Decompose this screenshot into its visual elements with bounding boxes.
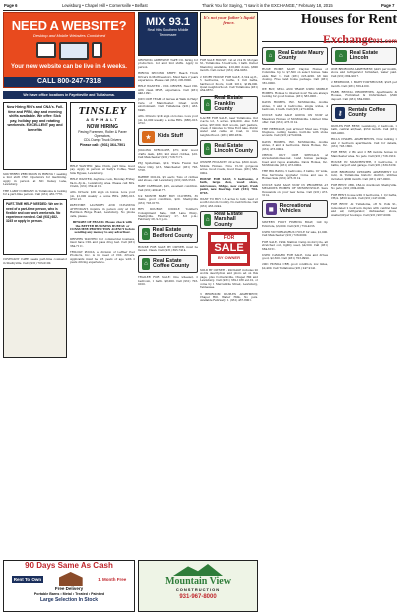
fraud-notice: BEWARE OF FRAUD. Please check with the BETTER BUSINESS BUREAU or CONSUMER PROTECTION AGENCY before sending any money to any advertiser. [70, 221, 135, 235]
tinsley-line: Please call: (931) 364-7501 [79, 142, 126, 147]
classified: 2 BEDROOM, 1 BATH TOWNHOUSE, $525 per month. Call (931) 359-4100. [331, 81, 397, 88]
mountain-view-banner [138, 560, 258, 612]
for-sale-top: FOR [223, 235, 235, 242]
left-page-number: Page 6 [4, 3, 18, 8]
classified: USED CAMARO FOR SALE, runs and drives good, $2,500. Call (931) 703-9990. [262, 253, 328, 261]
house-icon: ⌂ [204, 143, 211, 155]
classified: SOLD BY OWNER - PACKAGE includes 20 words description and photo ad on this page, plus Cornersville, Chapel Hill and Lewisburg. Call (931) 359-1188 ext.10, or come by 1 Mercantile Street, Lewisburg, Tennessee. [200, 269, 258, 290]
category-header-coffee [138, 255, 198, 273]
fill-ad [3, 268, 67, 358]
barn-line2: Portable Barns • Metal • Treated • Painted [33, 592, 105, 596]
classified: DUPLEX FOR RENT, Lewisburg, 2 bedroom, 1 bath, central air/heat, $550 month. Call (931) 993-4000. [331, 125, 397, 135]
category-label: Real Estate Franklin County [214, 95, 243, 113]
right-page-number: Page 7 [381, 3, 395, 8]
category-label: Recreational Vehicles [279, 202, 312, 215]
classified: UNCLE SAM SALE NOW IN PROGRESS AT MEADOWS HOMES OF MCMINNVILLE. Save thousands on your new home. Call (931) 473-3114. [262, 183, 328, 197]
left-publication-line: Lewisburg • Chapel Hill • Cornersville • Belfast [62, 3, 148, 8]
right-subcolumn-b [331, 45, 397, 273]
classified: FOR RENT: At Tullahoma, off N. Polk St., remodeled 2 bedroom duplex with central heat and air, refrigerator, dishwasher, stove, washer/dryer hookups. Call (931) 967-0000. [331, 203, 397, 217]
category-label: Real Estate Coffee County [153, 257, 190, 270]
mv-sub: CONSTRUCTION [175, 587, 221, 592]
kids-icon: ★ [142, 131, 155, 143]
classified: 2 STORY HOUSE FOR SALE, 3,524 sq.ft., 5 bedrooms, 3 baths, 2 full baths, hardwood floors, built 2012, $199,000. Quiet neighborhood. Call Tullahoma (931) 434-9872. [200, 75, 258, 93]
category-header-franklin [200, 96, 258, 114]
category-header-rentals-coffee [331, 104, 397, 122]
classified: HELP WANTED - CDL DRIVER, Need CDL with clean MVR, experience. Call (931) 446-1091. [138, 85, 198, 96]
classified: SIXTEEN FOOT FISHING BOAT, 140 hp Evinrude, $3,000. Call (931) 759-4233. [262, 221, 328, 228]
brand-name: Exchange [322, 32, 373, 46]
classified: COVENANT CARE seeks part-time counselor in Shelbyville. Call (931) 703-0100. [3, 258, 67, 265]
phone-icon [92, 42, 102, 58]
mix-tagline: Real Hits Southern Middle Tennessee [147, 28, 189, 37]
for-sale-sign [208, 232, 250, 266]
liquid-fence-ad [200, 12, 258, 56]
right-title: Houses for Rent [300, 12, 397, 27]
right-subcolumn-a [262, 45, 328, 273]
tinsley-ad [70, 102, 135, 162]
classified: THE BIG BANG, 5 bedrooms, 3 baths, 10' wide, free hurricane upgrade! Come and see it. Homes Sale (931) 473-3114. [262, 170, 328, 181]
classified: HOUSE FOR SALE, 3 bedrooms, 2 bath, large den, wood stove, microwave, fridge, new carpet, fresh paint, new flooring. Call (931) 704-8745. [200, 177, 258, 195]
brand-suffix: 931.com [372, 39, 397, 45]
website-ad [3, 12, 135, 88]
right-section [262, 12, 397, 273]
classified: Attn. Drivers: $1K sign on bonus. Love your job. $1,000 weekly + some RWs. (888)-913-4722. [138, 115, 198, 125]
mv-phone: 931-967-8000 [179, 594, 217, 600]
classified: FOR SALE, 1994 Stallion Camp motorcycle, all stretched out, lightly used, $4,500. Call (931) 684-6151. [262, 240, 328, 251]
classified: CHECK OUT OUR SPECIALS at www.davishomes.net. Land homes package. Used and repos available. Davis Homes, Inc. McMinnville (931) 473-0004. [262, 153, 328, 168]
right-column-pair [262, 45, 397, 273]
house-icon: ⌂ [142, 228, 150, 240]
laptop-icon [59, 42, 89, 60]
house-icon: ⌂ [204, 214, 211, 226]
house-icon: ⌂ [335, 50, 347, 62]
website-ad-subtitle: Desktop and Mobile Websites Combined [32, 33, 106, 38]
category-label: Real Estate Bedford County [152, 227, 193, 239]
classified: HILLS CHAPEL APARTMENTS, Now renting 1 and 2 bedroom apartments. Call for details, (931) 728-1800. [331, 138, 397, 149]
classified: THE HERITAGE, just arrived! Must see. Triple fireplace, ceiling beams, built-ins with stone accents. Call (931) 473-0004. [262, 127, 328, 138]
classified: OWNER FINANCE! 20 acres. $500 down. Mobile Homes. Nice 15-30 gorgeous acres. Good roads, Good trees. (931) 580-0004. [200, 161, 258, 175]
category-header-lincoln [200, 140, 258, 158]
classified: PART-TIME LAUNDRY AND CLEANING ATTENDANT, inquire in person only at 120 Hardison Ridge Road, Lewisburg. No phone calls, please. [70, 204, 135, 218]
classified: DRIVERS WANTED for commercial business, must have CDL and pass drug test. Call (931) 364-7111. [70, 237, 135, 248]
for-sale-word: SALE [211, 242, 247, 254]
left-subcolumn-b [70, 102, 135, 361]
left-column-1 [3, 12, 135, 361]
category-label: Real Estate Maury County [278, 49, 324, 61]
device-icons [4, 42, 134, 60]
category-label: Real Estate Lincoln [349, 49, 379, 61]
classified: HELP WANTED: Jake Chick, part time. Good pay. Apply in person at Sally's Coffee, West Side Bypass, Lewisburg. [70, 165, 135, 175]
classified: FOR RENT, house with 3 bedrooms, 1 1/2 baths, CH/A. $850 month. Call (931) 247-0000. [331, 193, 397, 201]
classified: ONE BEDROOM APARTMENT, $425 per month, stove and refrigerator furnished, water paid. Call (931) 684-9917. [331, 68, 397, 78]
rent-to-own: Rent To Own [13, 576, 42, 582]
barn-row [4, 572, 134, 586]
category-label: Real Estate Marshall County [214, 210, 243, 228]
classified: HOUSE IN MANCHESTER, 3 bedrooms, 2 baths, carport and garage. Call (931) 639-5239. [331, 161, 397, 168]
key-icon: ⚷ [335, 107, 345, 119]
category-label: Real Estate Lincoln County [214, 142, 254, 155]
classified: THE LAMP COMPANY in Tullahoma is looking for a part-time person. Call (931) 455-7778. [3, 189, 67, 197]
classified: SOUTHERN PRECISION IS HIRING • seeking a 2nd shift CNC Operators for machining. Apply in person at 301 Kelsey Lane, Lewisburg. [3, 173, 67, 187]
liquid-fence-headline: It's not your father's liquid fence. [203, 15, 255, 26]
category-header-bedford [138, 225, 198, 243]
classified: HIRING SECOND SHIFT: Beach Truck Drivers in Murfreesboro. Must have 2 years experience. Please call (931) 205-8000. [138, 72, 198, 83]
house-icon: ⌂ [266, 50, 275, 62]
right-date-line: Thank You for Saying, "I saw it in the EXCHANGE," February 18, 2015 [202, 3, 333, 8]
classified: JOGGING STROLLER, $75; kids' wood crafts desk, $30; kid sized clothes, $10. Call Manchester (931) 728-7171. [138, 149, 198, 160]
barn-delivery: Free Delivery [54, 586, 84, 591]
mix-logo: MIX 93.1 [145, 16, 191, 28]
category-label: Rentals Coffee County [348, 106, 386, 119]
category-label: Kids Stuff [158, 133, 184, 140]
mountain-icon [173, 564, 223, 576]
classified: HOUSE FOR SALE BY OWNER, must be moved. Clean. Call (931) 695-7414. [138, 245, 198, 253]
classified: HELP WANTED, daytime cook, Monday-Friday, 8a.m.-3p.m., Lewisburg area. Please call Mrs. Crabb, (931) 359-4112. [70, 178, 135, 189]
for-sale-by: BY OWNER [218, 255, 240, 261]
month-free: 1 Month Free [98, 576, 127, 582]
classified: WE BUY, SELL AND TRADE USED MOBILE HOMES. Homes to interest now! We are always looking for good homes. (931) 583-0001. [262, 88, 328, 98]
classified: FOR SALE HOUSE: 1st at 214 W. Morgan St., Tullahoma. 3 bedroom, 1 bath. Owner financing available, $10,000 down, $800 month. Call owner (931) 454-9932. [200, 59, 258, 73]
category-header-lincoln-rentals [331, 47, 397, 65]
left-subcolumn-a [3, 102, 67, 361]
header-rule [3, 10, 397, 11]
classified: HUGE HOME SALE! Clayton Homes of Columbia. Up to $7,500 on select homes. Sale ends Mar. 1. Call (931) 223-4200. $8 min closing. Free land home package. Call (931) 381-0000. [262, 68, 328, 85]
classified: FOR RENT: 2BD, 1BA in downtown Shelbyville. No pets. (931) 684-0000. [331, 183, 397, 191]
classified: Attn. Drivers: $1K sign on bonus. Love your job. $1,000 weekly + some RWs. (888)-913-4722 x3. [70, 191, 135, 202]
classified: 3 BEDROOM DUPLEX APARTMENT, Chapel Hill. Water Hills, No pets. Available February 1. (931) 437-8001. [200, 292, 258, 303]
tinsley-logo-sub: ASPHALT [86, 117, 119, 122]
classified: USED VICTORIAN/BUS CYCLE for sale, $1,900. Call Manchester (931) 728-0000. [262, 230, 328, 238]
classified: 6-9 MONTH BABY BOY CLOTHES, 35 items, good condition, $20. Shelbyville (931) 703-0176. [138, 194, 198, 205]
barn-banner [3, 560, 135, 612]
house-icon: ⌂ [142, 258, 150, 270]
tinsley-line: Paving Foremen, Roller & Paver Operators, [78, 130, 127, 139]
classified: BABY CARRIAGE, $25, excellent condition. Call (931) 409-4177. [138, 185, 198, 192]
left-column-2 [138, 12, 198, 290]
left-column-3 [200, 12, 258, 306]
right-masthead [262, 12, 397, 46]
classified: GROWING ADHESIVE TAPE CO. hiring for production. 1st and 2nd shifts. Apply in person. [138, 59, 198, 69]
website-ad-phone: CALL 800-247-7318 [4, 77, 134, 87]
classified: ONE BEDROOM UPSTAIRS APARTMENT for rent, in Tullahoma historic district, utilities included. $600 month. Call (931) 247-0000. [331, 170, 397, 181]
classified: 2001 HONDA CBR, good condition, low miles, $2,400. Call Tullahoma (931) 247-9141. [262, 263, 328, 270]
rv-icon: ◼ [266, 203, 277, 215]
classified: HEY DOUBLE DIDDLE Toddler's Consignment Sale, 308 Lane Pkwy., Shelbyville. February 27, 8-6 p.m.; February 28, 9-3 p.m. [138, 208, 198, 222]
house-icon: ⌂ [204, 99, 211, 111]
classified: BARBIE DOLLS, $5 each; Tons of clothes and shoes, call Lewisburg (931) 993-5516. [138, 175, 198, 182]
part-time-help-ad: PART-TIME HELP NEEDED: We are in need of a part-time person, who is flexible and can work weekends. No experience needed. Call (931) 682-3245 or apply in person. [3, 199, 67, 255]
classified: UNCLE SAM SALE GOING ON NOW at Meadows Homes of McMinnville. Limited time offer. Call (931) 473-3114. [262, 114, 328, 125]
category-header-kids-stuff [138, 128, 198, 146]
classified: TRILOGY POOLS, a division of Leffner Pool Products, Inc. is in need of CDL drivers. Applicants must be 23 years of age with 2 years driving experience. [70, 250, 135, 265]
tinsley-line: CDL Dump Truck Drivers [83, 138, 122, 143]
left-column-pair [3, 102, 135, 361]
classified: PSJ Spiderman, $12; Trade Fusion Set Show Only, $15, Manchester. (931) 728-5728. [138, 162, 198, 173]
tinsley-logo: TINSLEY [78, 105, 127, 117]
barn-line3: Large Selection In Stock [39, 597, 99, 603]
mv-name: Mountain View [165, 576, 231, 587]
mix-radio-ad [138, 12, 198, 56]
classified: DAVIS HOMES, INC. McMinnville, double wides, 3 and 4 bedrooms, single wides, 4 bedroom, 2 bath. Call (931) 473-0004. [262, 101, 328, 112]
website-ad-title: NEED A WEBSITE? [11, 18, 127, 33]
category-header-recreational [262, 200, 328, 218]
classified: TRAILER FOR SALE: One wheeled, 2 bedroom, 1 bath. $8,000. Call (931) 703-9100. [138, 276, 198, 287]
website-ad-tagline: Your new website can be live in 4 weeks. [11, 64, 127, 70]
classified: WANT TO BUY 1-5 acres to rent, west or south Lincoln County. No restrictions. Call (931) 433-2244. [200, 197, 258, 208]
classified: JOIN OUR TEAM of nurses at Walk in Help! Care of Manchester. Great work environment. Call Tullahoma (931) 453-6946. [138, 98, 198, 112]
classified: FOR RENT, 2 Bb and 2 BR mobile homes in Manchester area. No pets. Call (931) 728-1910. [331, 151, 397, 158]
category-header-maury [262, 47, 328, 65]
hiring-ad: Now Hiring RN's and CNA's. Full-time and PRN, day and evening shifts available. We offer: Sick pay, holiday pay and rotating weekends. EXCELLENT pay and benefits [3, 102, 67, 170]
classified: DAVIS HOMES, INC. McMinnville, double wides, 3 and 4 bedrooms. Davis Homes, Inc. (931) 473-0004. [262, 140, 328, 151]
tinsley-line: NOW HIRING [86, 124, 119, 130]
allsites-banner: We have office locations in Fayetteville and Tullahoma. [3, 91, 135, 99]
classified: FARR, RENTAL PROPERTIES, Apartments & Houses, Furnished & Unfurnished. $500 deposit. Call (931) 684-8000. [331, 90, 397, 101]
barn-headline: 90 Days Same As Cash [25, 561, 113, 570]
tablet-icon [36, 42, 56, 58]
classified: 6-ACRE FOR SALE, near Tullahoma. Out 2-acre lot, 5 acres. $34,000. Also 6.83 acres, $67,000. Pert woods, part pasture, creek, 3 minutes to Tims Ford lake. Public water and cable at road, in nice neighborhood. (931) 968-9334. [200, 116, 258, 137]
category-header-marshall [200, 211, 258, 229]
barn-icon [59, 572, 83, 586]
